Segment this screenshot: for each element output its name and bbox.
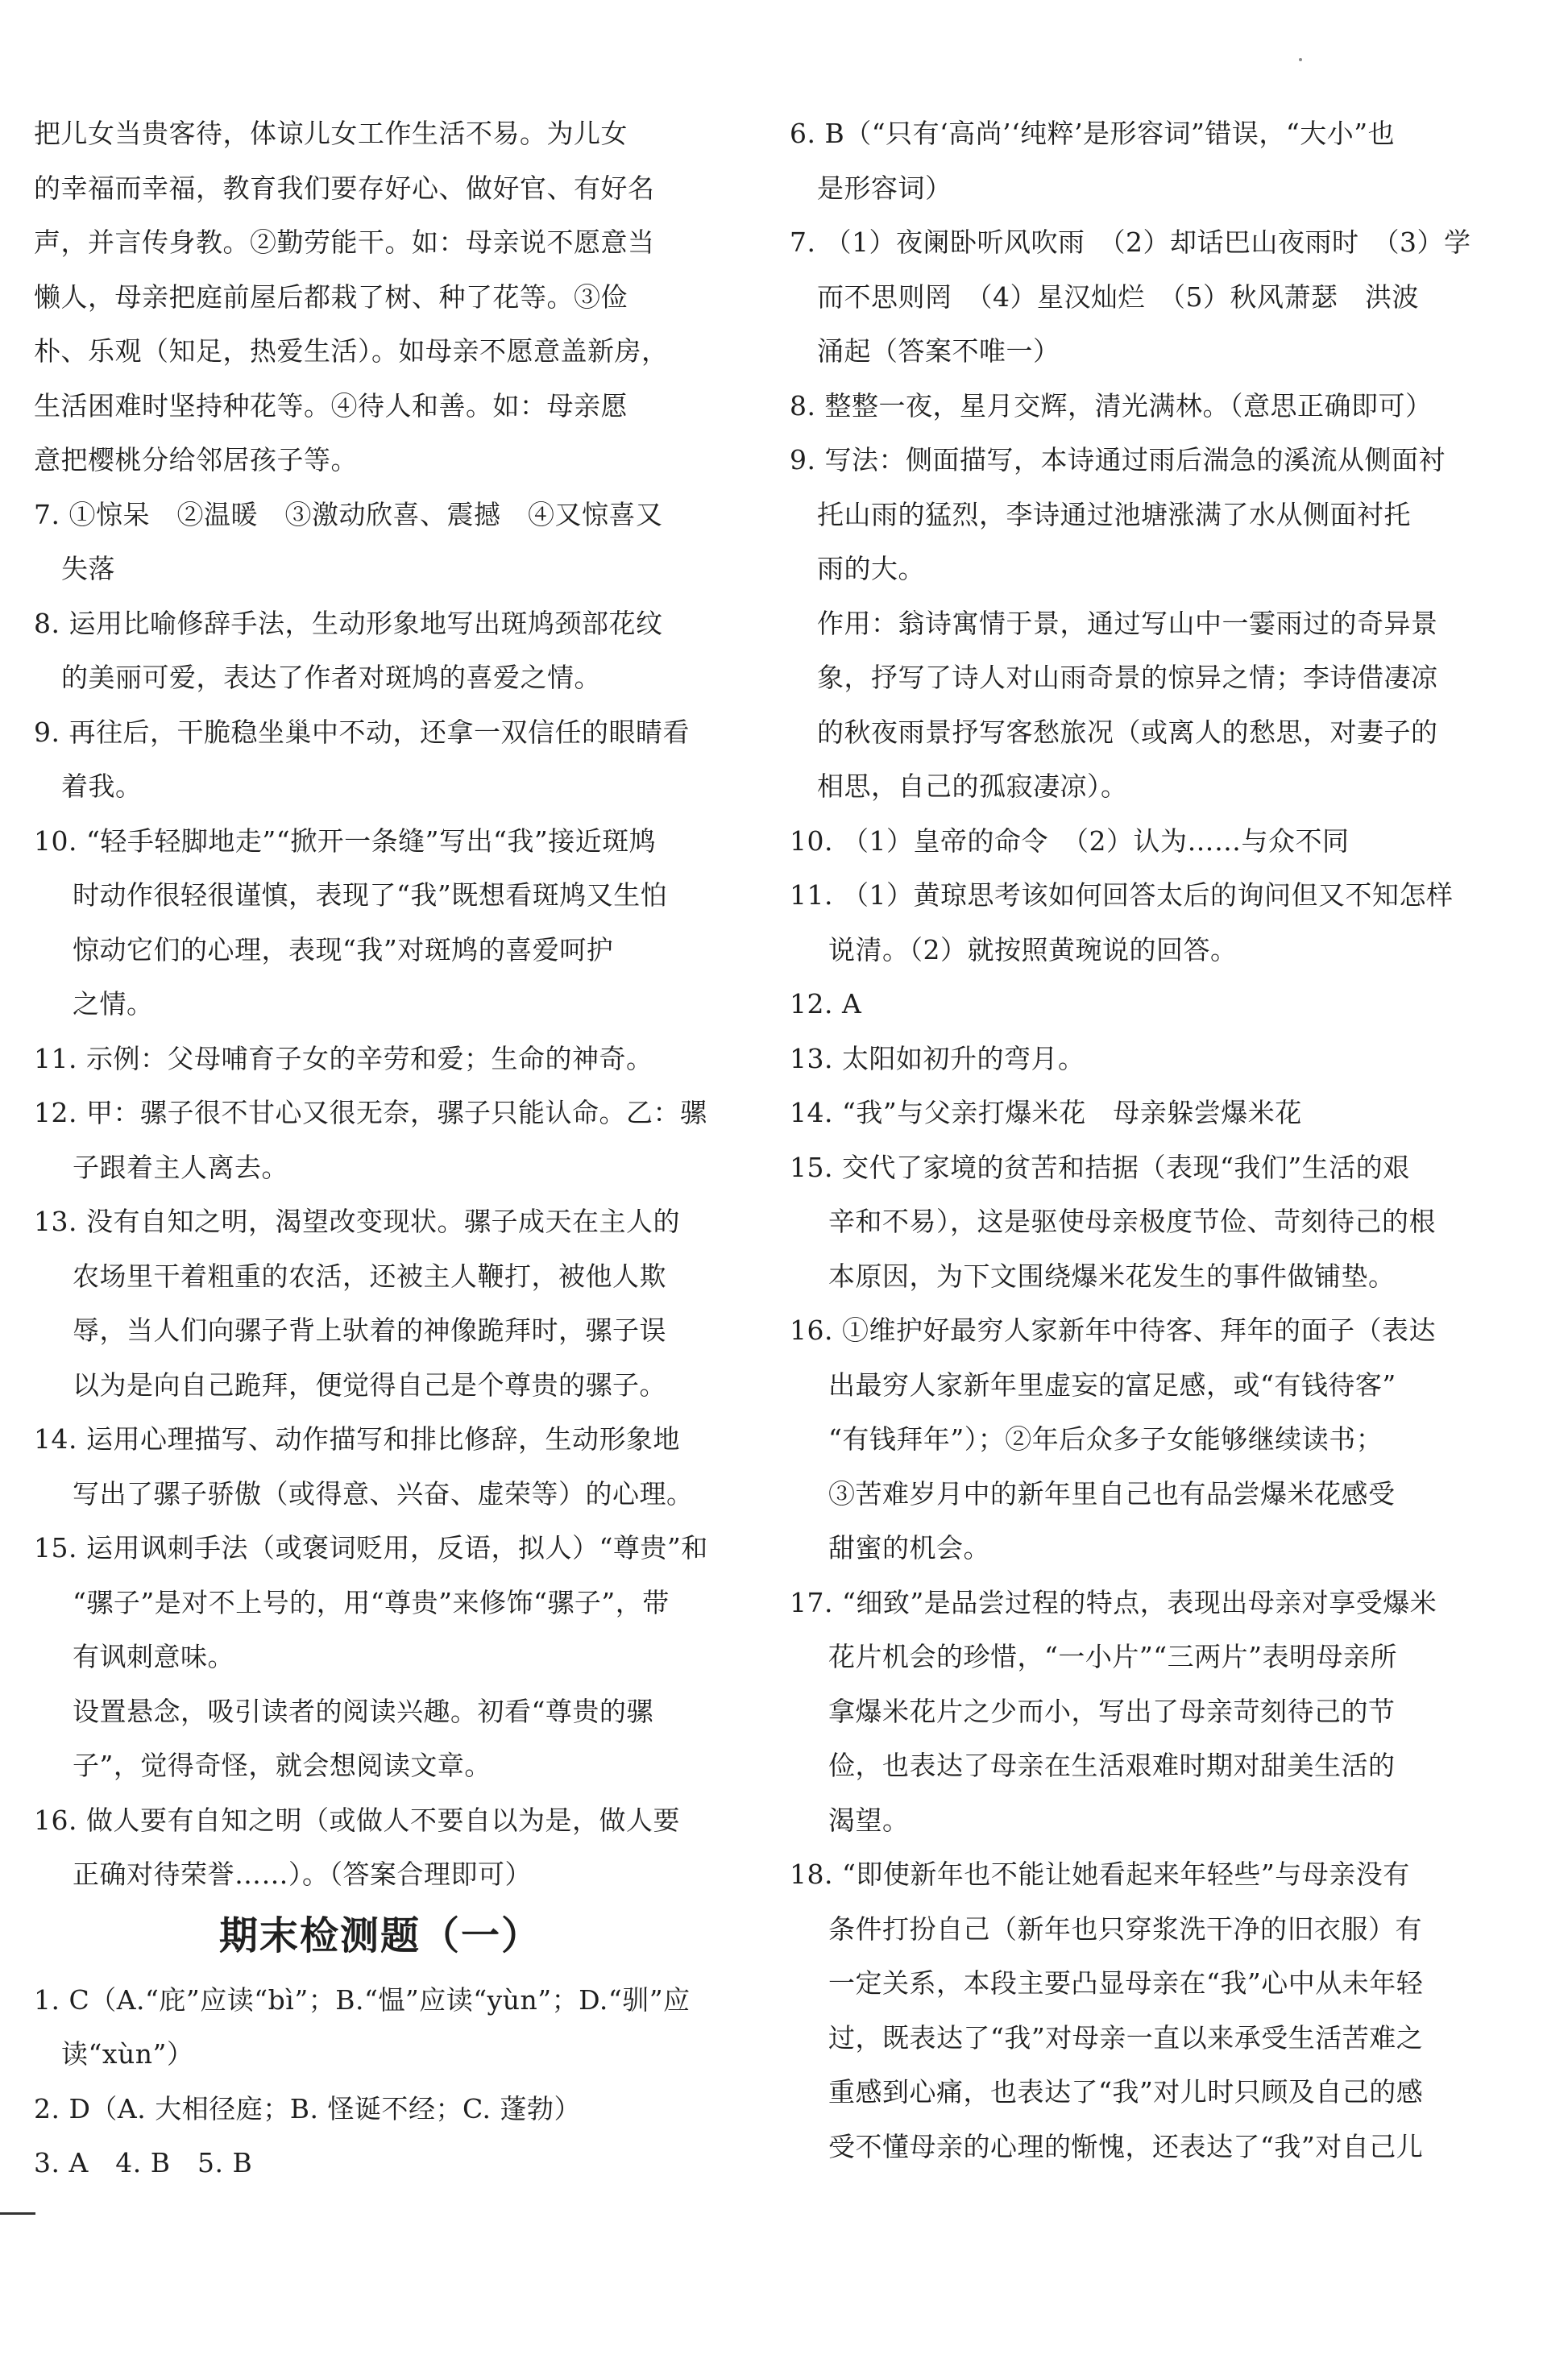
text-line: 8. 整整一夜，星月交辉，清光满林。（意思正确即可） (790, 389, 1433, 422)
text-line: 子”，觉得奇怪，就会想阅读文章。 (73, 1750, 492, 1781)
answer-6 (790, 106, 1475, 215)
text-line: 子跟着主人离去。 (73, 1151, 288, 1183)
text-line: 15. 运用讽刺手法（或褒词贬用，反语，拟人）“尊贵”和 (34, 1532, 708, 1564)
text-line: 农场里干着粗重的农活，还被主人鞭打，被他人欺 (73, 1260, 666, 1292)
text-line: 雨的大。 (817, 553, 925, 584)
text-line: 2. D（A. 大相径庭；B. 怪诞不经；C. 蓬勃） (34, 2092, 582, 2124)
page-mark (1299, 58, 1302, 61)
text-line: ③苦难岁月中的新年里自己也有品尝爆米花感受 (828, 1477, 1396, 1510)
text-line: 的秋夜雨景抒写客愁旅况（或离人的愁思，对妻子的 (817, 716, 1438, 748)
text-line: 辱，当人们向骡子背上驮着的神像跪拜时，骡子误 (73, 1314, 666, 1346)
page-edge-rule (0, 2212, 35, 2215)
text-line: 16. ①维护好最穷人家新年中待客、拜年的面子（表达 (790, 1314, 1436, 1346)
text-line: 18. “即使新年也不能让她看起来年轻些”与母亲没有 (790, 1859, 1410, 1890)
text-line: 7. ①惊呆 ②温暖 ③激动欣喜、震撼 ④又惊喜又 (34, 498, 663, 530)
text-line: 把儿女当贵客待，体谅儿女工作生活不易。为儿女 (34, 118, 628, 149)
answer-17 (790, 1576, 1475, 1848)
answer-12 (34, 1086, 727, 1194)
text-line: 16. 做人要有自知之明（或做人不要自以为是，做人要 (34, 1804, 680, 1836)
text-line: 15. 交代了家境的贫苦和拮据（表现“我们”生活的艰 (790, 1151, 1410, 1183)
text-line: 本原因，为下文围绕爆米花发生的事件做铺垫。 (828, 1260, 1396, 1292)
text-line: 13. 没有自知之明，渴望改变现状。骡子成天在主人的 (34, 1206, 680, 1237)
answer-9 (34, 705, 727, 814)
text-line: 惊动它们的心理，表现“我”对斑鸠的喜爱呵护 (73, 933, 614, 966)
right-column (790, 106, 1475, 2174)
text-line: 花片机会的珍惜，“一小片”“三两片”表明母亲所 (828, 1641, 1397, 1672)
answer-13 (790, 1032, 1475, 1086)
text-line: 12. 甲：骡子很不甘心又很无奈，骡子只能认命。乙：骡 (34, 1097, 707, 1128)
text-line: 的美丽可爱，表达了作者对斑鸠的喜爱之情。 (61, 662, 601, 693)
text-line: “骡子”是对不上号的，用“尊贵”来修饰“骡子”，带 (73, 1586, 670, 1618)
text-line: 写出了骡子骄傲（或得意、兴奋、虚荣等）的心理。 (73, 1477, 694, 1510)
text-line: 正确对待荣誉……）。（答案合理即可） (73, 1859, 532, 1890)
text-line: 9. 再往后，干脆稳坐巢中不动，还拿一双信任的眼睛看 (34, 716, 690, 748)
text-line: 8. 运用比喻修辞手法，生动形象地写出斑鸠颈部花纹 (34, 607, 663, 639)
left-column (34, 106, 727, 2191)
text-line: 14. 运用心理描写、动作描写和排比修辞，生动形象地 (34, 1423, 680, 1455)
text-line: 3. A 4. B 5. B (34, 2147, 253, 2178)
text-line: 以为是向自己跪拜，便觉得自己是个尊贵的骡子。 (73, 1368, 666, 1401)
text-line: 出最穷人家新年里虚妄的富足感，或“有钱待客” (828, 1368, 1396, 1401)
text-line: 11. （1）黄琼思考该如何回答太后的询问但又不知怎样 (790, 879, 1454, 911)
text-line: 作用：翁诗寓情于景，通过写山中一霎雨过的奇异景 (817, 607, 1438, 639)
text-line: 有讽刺意味。 (73, 1641, 234, 1672)
text-line: 读“xùn”） (61, 2038, 194, 2070)
text-line: 着我。 (61, 770, 143, 802)
text-line: 拿爆米花片之少而小，写出了母亲苛刻待己的节 (828, 1695, 1396, 1727)
text-line: 朴、乐观（知足，热爱生活）。如母亲不愿意盖新房， (34, 335, 669, 367)
answer-16 (790, 1303, 1475, 1576)
text-line: 失落 (61, 553, 115, 584)
text-line: 渴望。 (828, 1804, 910, 1836)
text-line: 辛和不易），这是驱使母亲极度节俭、苛刻待己的根 (828, 1206, 1436, 1237)
text-line: 设置悬念，吸引读者的阅读兴趣。初看“尊贵的骡 (73, 1695, 653, 1727)
answer-7 (34, 488, 727, 596)
text-line: 14. “我”与父亲打爆米花 母亲躲尝爆米花 (790, 1097, 1302, 1128)
text-line: 声，并言传身教。②勤劳能干。如：母亲说不愿意当 (34, 226, 655, 258)
answer-13 (34, 1194, 727, 1412)
answer-14 (34, 1412, 727, 1521)
text-line: 12. A (790, 988, 862, 1020)
text-line: 是形容词） (817, 172, 952, 204)
text-line: 说清。（2）就按照黄琬说的回答。 (828, 933, 1238, 966)
answer-18 (790, 1847, 1475, 2174)
text-line: 7. （1）夜阑卧听风吹雨 （2）却话巴山夜雨时 （3）学 (790, 226, 1471, 258)
exam-answer-3-5 (34, 2136, 727, 2191)
text-line: 生活困难时坚持种花等。④待人和善。如：母亲愿 (34, 389, 628, 422)
answer-15 (34, 1521, 727, 1793)
text-line: 意把樱桃分给邻居孩子等。 (34, 444, 358, 476)
text-line: 1. C（A.“庇”应读“bì”；B.“愠”应读“yùn”；D.“驯”应 (34, 1983, 691, 2016)
answer-16 (34, 1793, 727, 1902)
text-line: 象，抒写了诗人对山雨奇景的惊异之情；李诗借凄凉 (817, 662, 1438, 693)
text-line: 条件打扮自己（新年也只穿浆洗干净的旧衣服）有 (828, 1913, 1422, 1945)
text-line: 而不思则罔 （4）星汉灿烂 （5）秋风萧瑟 洪波 (817, 280, 1419, 313)
answer-10 (34, 814, 727, 1032)
intro-continuation (34, 106, 727, 488)
text-line: 11. 示例：父母哺育子女的辛劳和爱；生命的神奇。 (34, 1042, 653, 1074)
answer-11 (790, 868, 1475, 977)
answer-8 (790, 379, 1475, 434)
answer-11 (34, 1032, 727, 1086)
answer-15 (790, 1140, 1475, 1304)
text-line: “有钱拜年”）；②年后众多子女能够继续读书； (828, 1423, 1383, 1455)
answer-10 (790, 814, 1475, 869)
exam-answer-2 (34, 2082, 727, 2137)
text-line: 相思，自己的孤寂凄凉）。 (817, 770, 1128, 802)
text-line: 时动作很轻很谨慎，表现了“我”既想看斑鸠又生怕 (73, 879, 668, 911)
text-line: 受不懂母亲的心理的惭愧，还表达了“我”对自己儿 (828, 2130, 1424, 2162)
text-line: 之情。 (73, 988, 154, 1020)
section-title: 期末检测题（一） (218, 1913, 541, 1958)
text-line: 懒人，母亲把庭前屋后都栽了树、种了花等。③俭 (34, 280, 628, 313)
answer-12 (790, 977, 1475, 1032)
text-line: 6. B（“只有‘高尚’‘纯粹’是形容词”错误，“大小”也 (790, 118, 1396, 149)
text-line: 重感到心痛，也表达了“我”对儿时只顾及自己的感 (828, 2076, 1424, 2108)
text-line: 甜蜜的机会。 (828, 1532, 990, 1564)
text-line: 10. “轻手轻脚地走”“掀开一条缝”写出“我”接近斑鸠 (34, 824, 657, 857)
text-line: 俭，也表达了母亲在生活艰难时期对甜美生活的 (828, 1750, 1396, 1781)
text-line: 13. 太阳如初升的弯月。 (790, 1042, 1085, 1074)
text-line: 涌起（答案不唯一） (817, 335, 1060, 367)
text-line: 10. （1）皇帝的命令 （2）认为……与众不同 (790, 824, 1350, 857)
answer-8 (34, 596, 727, 705)
answer-9 (790, 433, 1475, 814)
answer-14 (790, 1086, 1475, 1140)
exam-answer-1 (34, 1973, 727, 2082)
text-line: 托山雨的猛烈，李诗通过池塘涨满了水从侧面衬托 (817, 498, 1411, 530)
text-line: 17. “细致”是品尝过程的特点，表现出母亲对享受爆米 (790, 1586, 1437, 1618)
text-line: 9. 写法：侧面描写，本诗通过雨后湍急的溪流从侧面衬 (790, 444, 1446, 476)
answer-7 (790, 215, 1475, 379)
text-line: 的幸福而幸福，教育我们要存好心、做好官、有好名 (34, 172, 655, 204)
text-line: 过，既表达了“我”对母亲一直以来承受生活苦难之 (828, 2021, 1424, 2054)
text-line: 一定关系，本段主要凸显母亲在“我”心中从未年轻 (828, 1967, 1424, 1999)
